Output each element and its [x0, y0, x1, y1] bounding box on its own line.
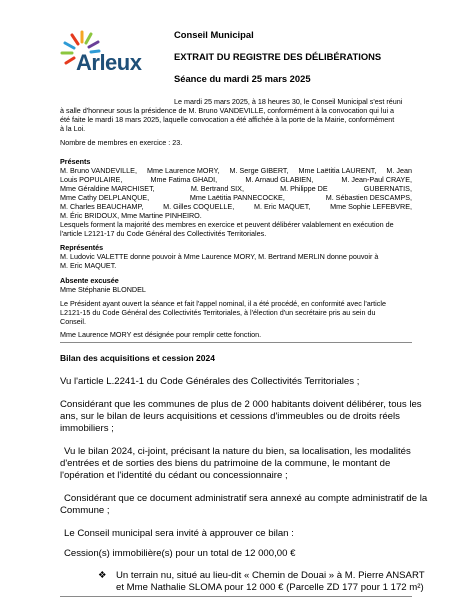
present-name: M. Serge GIBERT, [229, 166, 289, 175]
present-name: Louis POPULAIRE, [60, 175, 123, 184]
present-name: M. Philippe DE [280, 184, 328, 193]
present-name: Mme Laurence MORY, [147, 166, 220, 175]
secretary-line: Mme Laurence MORY est désignée pour remplir cette fonction. [60, 330, 262, 339]
vu-article: Vu l'article L.2241-1 du Code Générales des Collectivités Territoriales ; [60, 376, 360, 387]
present-name: Mme Laëtitia LAURENT, [298, 166, 377, 175]
register-title: EXTRAIT DU REGISTRE DES DÉLIBÉRATIONS [174, 51, 382, 62]
cession-item-line-1: Un terrain nu, situé au lieu-dit « Chemin de Douai » à M. Pierre ANSART [116, 570, 425, 581]
present-name: M. Jean-Paul CRAYE, [341, 175, 412, 184]
represented-line-2: M. Eric MAQUET. [60, 261, 117, 270]
cession-total: Cession(s) immobilière(s) pour un total de 12 000,00 € [64, 548, 296, 559]
session-date: Séance du mardi 25 mars 2025 [174, 73, 311, 84]
considerant-2-line-2: Commune ; [60, 505, 110, 516]
present-name: M. Jean [386, 166, 412, 175]
present-name: M. Sébastien DESCAMPS, [325, 193, 412, 202]
considerant-1-line-2: ans, sur le bilan de leurs acquisitions et cessions d'immeubles ou de droits réels [60, 411, 400, 422]
present-title: Présents [60, 157, 91, 166]
present-name: Mme Cathy DELPLANQUE, [60, 193, 150, 202]
bullet-icon: ❖ [98, 570, 107, 581]
intro-line-2: à salle d'honneur sous la présidence de M. Bruno VANDEVILLE, conformément à la convocation qui lui a [60, 106, 395, 115]
absent-line: Mme Stéphanie BLONDEL [60, 285, 146, 294]
present-name: Mme Fatima GHADI, [150, 175, 218, 184]
cession-item-line-2: et Mme Nathalie SLOMA pour 12 000 € (Parcelle ZD 177 pour 1 172 m²) [116, 582, 424, 593]
present-name: M. Charles BEAUCHAMP, [60, 202, 144, 211]
quorum-line-1: Lesquels forment la majorité des membres en exercice et peuvent délibérer valablement en exécution de [60, 220, 394, 229]
present-name: M. Arnaud GLABIEN, [245, 175, 314, 184]
president-line-2: L2121-15 du Code Général des Collectivités Territoriales, à l'élection d'un secrétaire pris au sein du [60, 308, 376, 317]
represented-line-1: M. Ludovic VALETTE donne pouvoir à Mme Laurence MORY, M. Bertrand MERLIN donne pouvoir à [60, 252, 379, 261]
present-row-4 [60, 193, 412, 202]
president-line-1: Le Président ayant ouvert la séance et fait l'appel nominal, il a été procédé, en conformité avec l'article [60, 299, 386, 308]
intro-line-4: à la Loi. [60, 124, 86, 133]
vu-bilan-line-2: d'entrées et de sorties des biens du patrimoine de la commune, le montant de [60, 458, 391, 469]
represented-title: Représentés [60, 243, 104, 252]
present-row-6: M. Éric BRIDOUX, Mme Martine PINHEIRO. [60, 211, 202, 220]
present-name: M. Gilles COQUELLE, [163, 202, 235, 211]
section-divider [60, 342, 412, 343]
present-name: M. Bruno VANDEVILLE, [60, 166, 137, 175]
absent-title: Absente excusée [60, 276, 119, 285]
members-count: Nombre de membres en exercice : 23. [60, 138, 183, 147]
present-name: M. Eric MAQUET, [254, 202, 311, 211]
arleux-logo [58, 30, 168, 88]
present-row-3 [60, 184, 412, 193]
approval-line: Le Conseil municipal sera invité à approuver ce bilan : [64, 528, 294, 539]
present-name: Mme Géraldine MARCHISET, [60, 184, 155, 193]
footer-divider [60, 596, 412, 597]
present-row-1 [60, 166, 412, 175]
vu-bilan-line-1: Vu le bilan 2024, ci-joint, précisant la nature du bien, sa localisation, les modalités [64, 446, 411, 457]
present-name: Mme Laëtitia PANNECOCKE, [189, 193, 285, 202]
vu-bilan-line-3: l'opération et l'identité du cédant ou concessionnaire ; [60, 470, 288, 481]
considerant-1-line-3: immobiliers ; [60, 423, 114, 434]
present-row-2 [60, 175, 412, 184]
present-name: Mme Sophie LEFEBVRE, [330, 202, 412, 211]
present-name: M. Bertrand SIX, [190, 184, 244, 193]
considerant-1-line-1: Considérant que les communes de plus de 2 000 habitants doivent délibérer, tous les [60, 399, 422, 410]
present-row-5 [60, 202, 412, 211]
considerant-2-line-1: Considérant que ce document administratif sera annexé au compte administratif de la [64, 493, 428, 504]
intro-line-3: été faite le mardi 18 mars 2025, laquelle convocation a été affichée à la porte de la Mairie, conformément [60, 115, 395, 124]
intro-line-1: Le mardi 25 mars 2025, à 18 heures 30, le Conseil Municipal s'est réuni [174, 97, 403, 106]
logo-wordmark: Arleux [76, 50, 142, 75]
subject-title: Bilan des acquisitions et cession 2024 [60, 353, 215, 363]
quorum-line-2: l'article L2121-17 du Code Général des Collectivités Territoriales. [60, 229, 267, 238]
president-line-3: Conseil. [60, 317, 86, 326]
present-name: GUBERNATIS, [363, 184, 412, 193]
council-title: Conseil Municipal [174, 29, 254, 40]
